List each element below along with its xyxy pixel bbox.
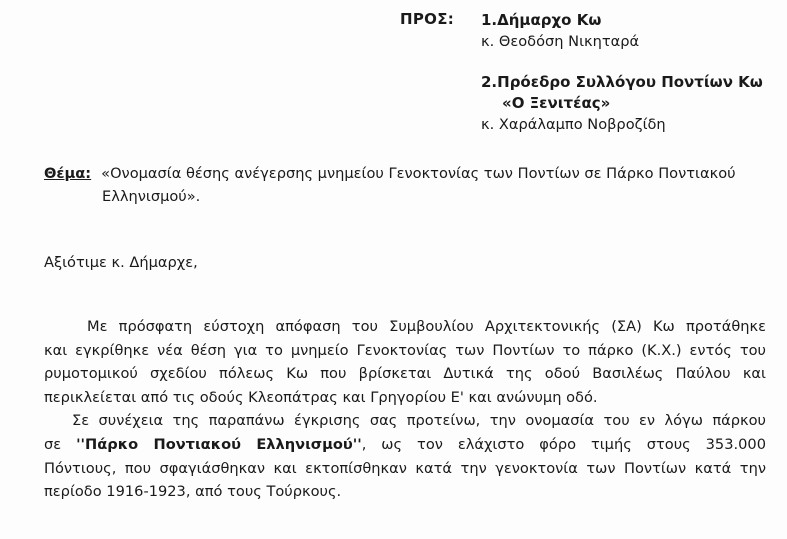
- recipient-mayor: [481, 10, 639, 52]
- to-label: ΠΡΟΣ:: [400, 10, 455, 28]
- recipient-person: κ. Χαράλαμπο Νοβροζίδη: [481, 116, 666, 133]
- text-fragment: σε: [44, 435, 77, 453]
- paragraph-line: περικλείεται από τις οδούς Κλεοπάτρας και Γρηγορίου Ε' και ανώνυμη οδό.: [44, 388, 598, 406]
- subject-text-continued: Ελληνισμού».: [102, 188, 201, 205]
- letter-body: [44, 315, 766, 504]
- recipient-title: 1.Δήμαρχο Κω: [481, 11, 602, 29]
- paragraph-line: και εγκρίθηκε νέα θέση για το μνημείο Γενοκτονίας των Ποντίων το πάρκο (Κ.Χ.) εντός του: [44, 341, 766, 359]
- recipient-title: 2.Πρόεδρο Συλλόγου Ποντίων Κω: [481, 73, 763, 91]
- paragraph-line: Σε συνέχεια της παραπάνω έγκρισης σας προτείνω, την ονομασία του εν λόγω πάρκου: [72, 412, 766, 430]
- park-name-emphasis: ''Πάρκο Ποντιακού Ελληνισμού'': [76, 435, 362, 453]
- paragraph-line: [44, 433, 766, 457]
- association-name: «Ο Ξενιτέας»: [502, 94, 611, 112]
- subject-line: [44, 162, 764, 208]
- paragraph-line: περίοδο 1916-1923, από τους Τούρκους.: [44, 483, 342, 501]
- paragraph-line: ρυμοτομικού σχεδίου πόλεως Κω που βρίσκεται Δυτικά της οδού Βασιλέως Παύλου και: [44, 365, 766, 383]
- paragraph-line: Με πρόσφατη εύστοχη απόφαση του Συμβουλίου Αρχιτεκτονικής (ΣΑ) Κω προτάθηκε: [87, 318, 766, 335]
- salutation: Αξιότιμε κ. Δήμαρχε,: [44, 254, 198, 271]
- recipient-association-president: [481, 72, 763, 135]
- subject-text: «Ονομασία θέσης ανέγερσης μνημείου Γενοκτονίας των Ποντίων σε Πάρκο Ποντιακού: [101, 165, 736, 182]
- subject-label: Θέμα:: [44, 165, 92, 182]
- recipient-person: κ. Θεοδόση Νικηταρά: [481, 33, 640, 50]
- paragraph-line: Πόντιους, που σφαγιάσθηκαν και εκτοπίσθηκαν κατά την γενοκτονία των Ποντίων κατά την: [44, 459, 766, 477]
- text-fragment: , ως τον ελάχιστο φόρο τιμής στους 353.000: [361, 435, 766, 453]
